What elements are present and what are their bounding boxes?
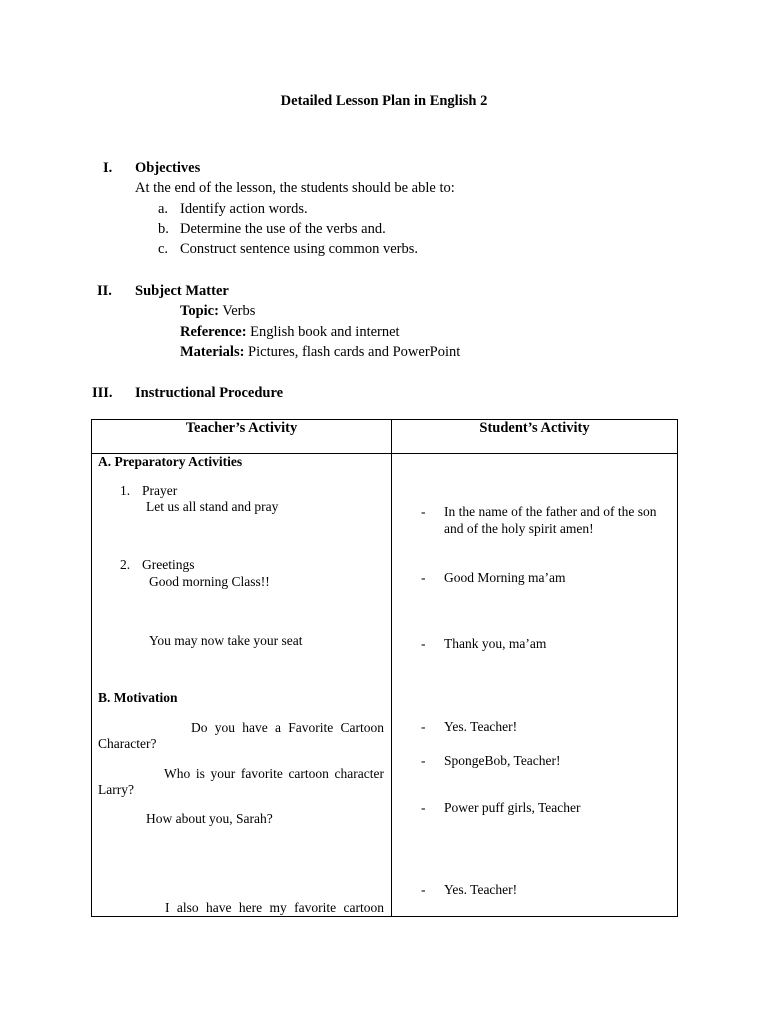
question-larry-line2: Larry?	[98, 782, 134, 797]
prayer-number: 1.	[120, 483, 131, 498]
objectives-intro: At the end of the lesson, the students should be able to:	[135, 180, 455, 196]
table-column-divider	[391, 419, 392, 917]
section-heading-procedure: Instructional Procedure	[135, 385, 284, 401]
greetings-text: Good morning Class!!	[149, 574, 270, 589]
response-dash-2: -	[421, 570, 426, 585]
objective-marker-b: b.	[158, 221, 169, 237]
materials-line	[180, 344, 460, 361]
teacher-favorite-cartoon-line: I also have here my favorite cartoon	[165, 900, 384, 915]
objective-marker-c: c.	[158, 241, 169, 257]
greetings-title: Greetings	[142, 557, 195, 572]
section-number-procedure: III.	[92, 385, 113, 401]
response-dash-1: -	[421, 504, 426, 519]
materials-label: Materials:	[180, 344, 245, 360]
reference-line	[180, 324, 400, 341]
take-seat-text: You may now take your seat	[149, 633, 303, 648]
response-power-puff: Power puff girls, Teacher	[444, 800, 581, 815]
topic-line	[180, 303, 255, 320]
table-left-border	[91, 419, 92, 917]
reference-value: English book and internet	[250, 324, 400, 340]
response-prayer-line2: and of the holy spirit amen!	[444, 521, 594, 536]
preparatory-activities-heading: A. Preparatory Activities	[98, 454, 243, 469]
prayer-title: Prayer	[142, 483, 178, 498]
materials-value: Pictures, flash cards and PowerPoint	[248, 344, 461, 360]
question-favorite-cartoon-line2: Character?	[98, 736, 157, 751]
teacher-activity-header: Teacher’s Activity	[185, 420, 298, 436]
section-heading-objectives: Objectives	[135, 160, 201, 176]
section-number-subject-matter: II.	[97, 283, 112, 299]
motivation-heading: B. Motivation	[98, 690, 178, 705]
section-number-objectives: I.	[103, 160, 113, 176]
reference-label: Reference:	[180, 324, 247, 340]
objective-item-b: Determine the use of the verbs and.	[180, 221, 386, 237]
response-dash-5: -	[421, 753, 426, 768]
response-dash-3: -	[421, 636, 426, 651]
response-yes-teacher-2: Yes. Teacher!	[444, 882, 518, 897]
response-good-morning: Good Morning ma’am	[444, 570, 566, 585]
question-favorite-cartoon-line1: Do you have a Favorite Cartoon	[191, 720, 384, 735]
section-heading-subject-matter: Subject Matter	[135, 283, 229, 299]
response-yes-teacher-1: Yes. Teacher!	[444, 719, 518, 734]
response-dash-7: -	[421, 882, 426, 897]
response-prayer-line1: In the name of the father and of the son	[444, 504, 657, 519]
topic-label: Topic:	[180, 303, 219, 319]
response-spongebob: SpongeBob, Teacher!	[444, 753, 561, 768]
topic-value: Verbs	[222, 303, 256, 319]
table-bottom-border	[91, 916, 678, 917]
objective-marker-a: a.	[158, 201, 169, 217]
prayer-text: Let us all stand and pray	[146, 499, 279, 514]
question-sarah: How about you, Sarah?	[146, 811, 273, 826]
question-larry-line1: Who is your favorite cartoon character	[164, 766, 384, 781]
student-activity-header: Student’s Activity	[479, 420, 590, 436]
response-dash-4: -	[421, 719, 426, 734]
greetings-number: 2.	[120, 557, 131, 572]
objective-item-a: Identify action words.	[180, 201, 308, 217]
table-right-border	[677, 419, 678, 917]
document-title: Detailed Lesson Plan in English 2	[280, 93, 488, 109]
response-dash-6: -	[421, 800, 426, 815]
response-thank-you: Thank you, ma’am	[444, 636, 547, 651]
objective-item-c: Construct sentence using common verbs.	[180, 241, 418, 257]
